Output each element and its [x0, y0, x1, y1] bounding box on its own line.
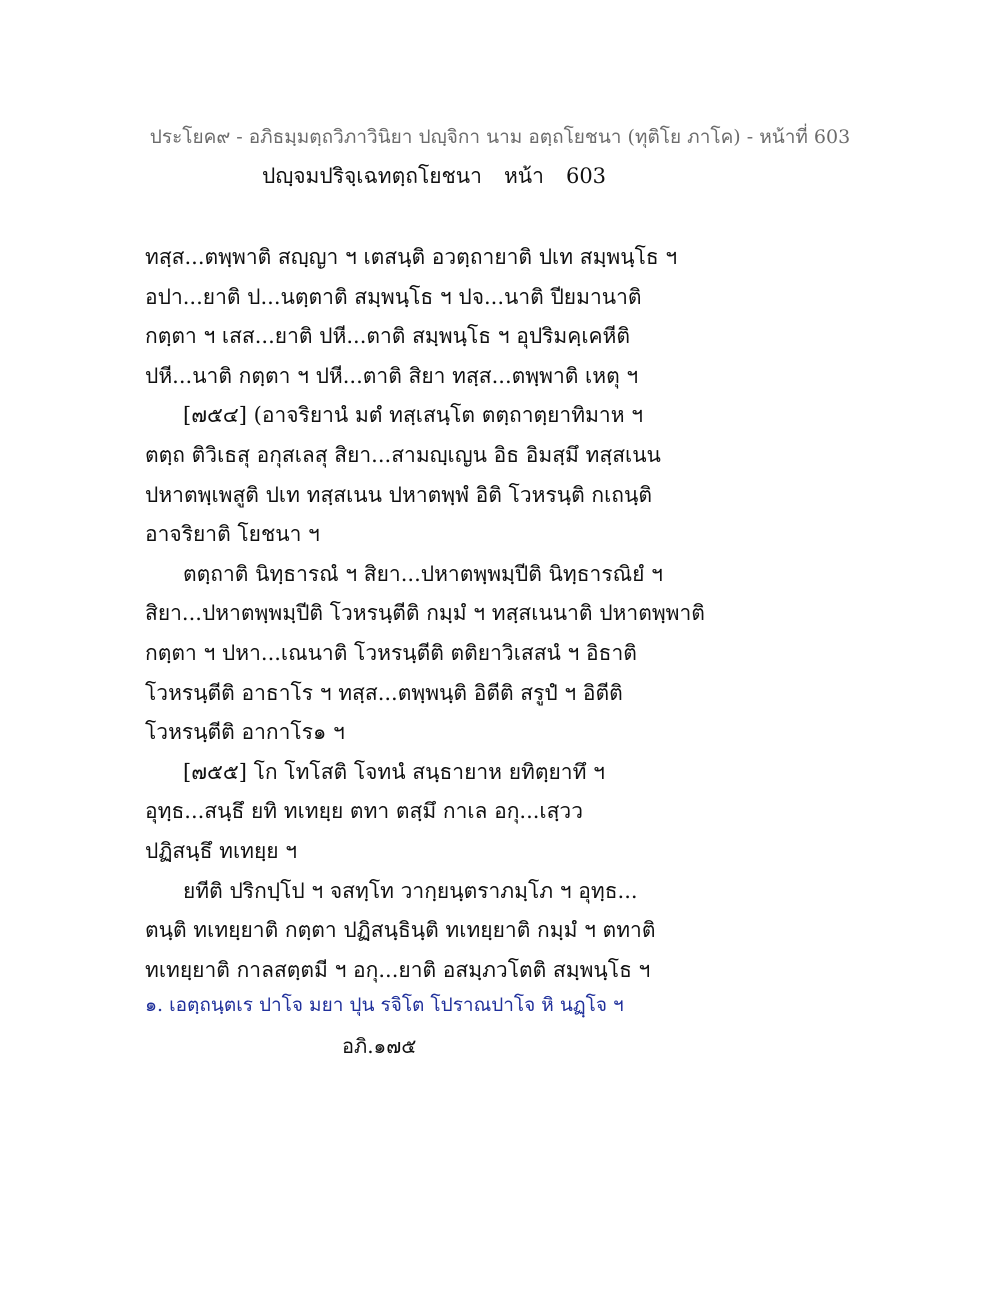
- paragraph-755-start: [๗๕๕] โก โทโสติ โจทนํ สนฺธายาห ยทิตฺยาทึ ฯ: [183, 759, 605, 784]
- chapter-header: [262, 160, 606, 193]
- chapter-title: ปญฺจมปริจฺเฉทตฺถโยชนา: [262, 164, 482, 188]
- text-line: ตตฺถ ติวิเธสุ อกุสเลสุ สิยา...สามญฺเญน อิธ อิมสฺมึ ทสฺสเนน: [145, 442, 661, 467]
- text-line: ปฏิสนฺธึ ทเทยฺย ฯ: [145, 838, 298, 863]
- text-line: อปา...ยาติ ป...นตฺตาติ สมฺพนฺโธ ฯ ปจ...นาติ ปียมานาติ: [145, 284, 642, 309]
- text-line: ปหาตพฺเพสูติ ปเท ทสฺสเนน ปหาตพฺพํ อิติ โวหรนฺติ กเถนฺติ: [145, 482, 653, 507]
- text-line: ทสฺส...ตพฺพาติ สญฺญา ฯ เตสนฺติ อวตฺถายาติ ปเท สมฺพนฺโธ ฯ: [145, 245, 678, 269]
- text-line: โวหรนฺตีติ อาธาโร ฯ ทสฺส...ตพฺพนฺติ อิตีติ สรูปํ ฯ อิตีติ: [145, 680, 623, 705]
- running-header: ประโยค๙ - อภิธมฺมตฺถวิภาวินิยา ปญฺจิกา นาม อตฺถโยชนา (ทุติโย ภาโค) - หน้าที่ 603: [149, 126, 851, 148]
- text-line: สิยา...ปหาตพฺพมฺปีติ โวหรนฺตีติ กมฺมํ ฯ ทสฺสเนนาติ ปหาตพฺพาติ: [145, 601, 705, 626]
- text-line: ตตฺถาติ นิทฺธารณํ ฯ สิยา...ปหาตพฺพมฺปีติ นิทฺธารณิยํ ฯ: [183, 561, 663, 586]
- text-line: ตนฺติ ทเทยฺยาติ กตฺตา ปฏิสนฺธินฺติ ทเทยฺยาติ กมฺมํ ฯ ตทาติ: [145, 918, 656, 943]
- text-line: ทเทยฺยาติ กาลสตฺตมี ฯ อกุ...ยาติ อสมฺภวโตติ สมฺพนฺโธ ฯ: [145, 957, 651, 982]
- page-label: หน้า: [503, 164, 544, 188]
- body-text: [145, 238, 845, 990]
- page-number: 603: [565, 164, 607, 188]
- text-line: อุทฺธ...สนฺธึ ยทิ ทเทยฺย ตทา ตสฺมึ กาเล อกุ...เสฺวว: [145, 799, 584, 824]
- footnote: ๑. เอตฺถนฺตเร ปาโจ มยา ปุน รจิโต โปราณปาโจ หิ นฏฺโจ ฯ: [145, 994, 624, 1016]
- page-reference: อภิ.๑๗๕: [342, 1034, 417, 1058]
- text-line: อาจริยาติ โยชนา ฯ: [145, 522, 320, 547]
- text-line: ยทีติ ปริกปฺโป ฯ จสทฺโท วากฺยนฺตราภมฺโภ ฯ อุทฺธ...: [183, 878, 638, 903]
- text-line: กตฺตา ฯ ปหา...เณนาติ โวหรนฺตีติ ตติยาวิเสสนํ ฯ อิธาติ: [145, 640, 637, 665]
- text-line: โวหรนฺตีติ อากาโร๑ ฯ: [145, 720, 345, 745]
- text-line: ปหี...นาติ กตฺตา ฯ ปหี...ตาติ สิยา ทสฺส...ตพฺพาติ เหตุ ฯ: [145, 363, 639, 388]
- paragraph-754-start: [๗๕๔] (อาจริยานํ มตํ ทสฺเสนฺโต ตตฺถาตฺยาทิมาห ฯ: [183, 403, 644, 428]
- text-line: กตฺตา ฯ เสส...ยาติ ปหี...ตาติ สมฺพนฺโธ ฯ อุปริมคฺเคหีติ: [145, 324, 631, 349]
